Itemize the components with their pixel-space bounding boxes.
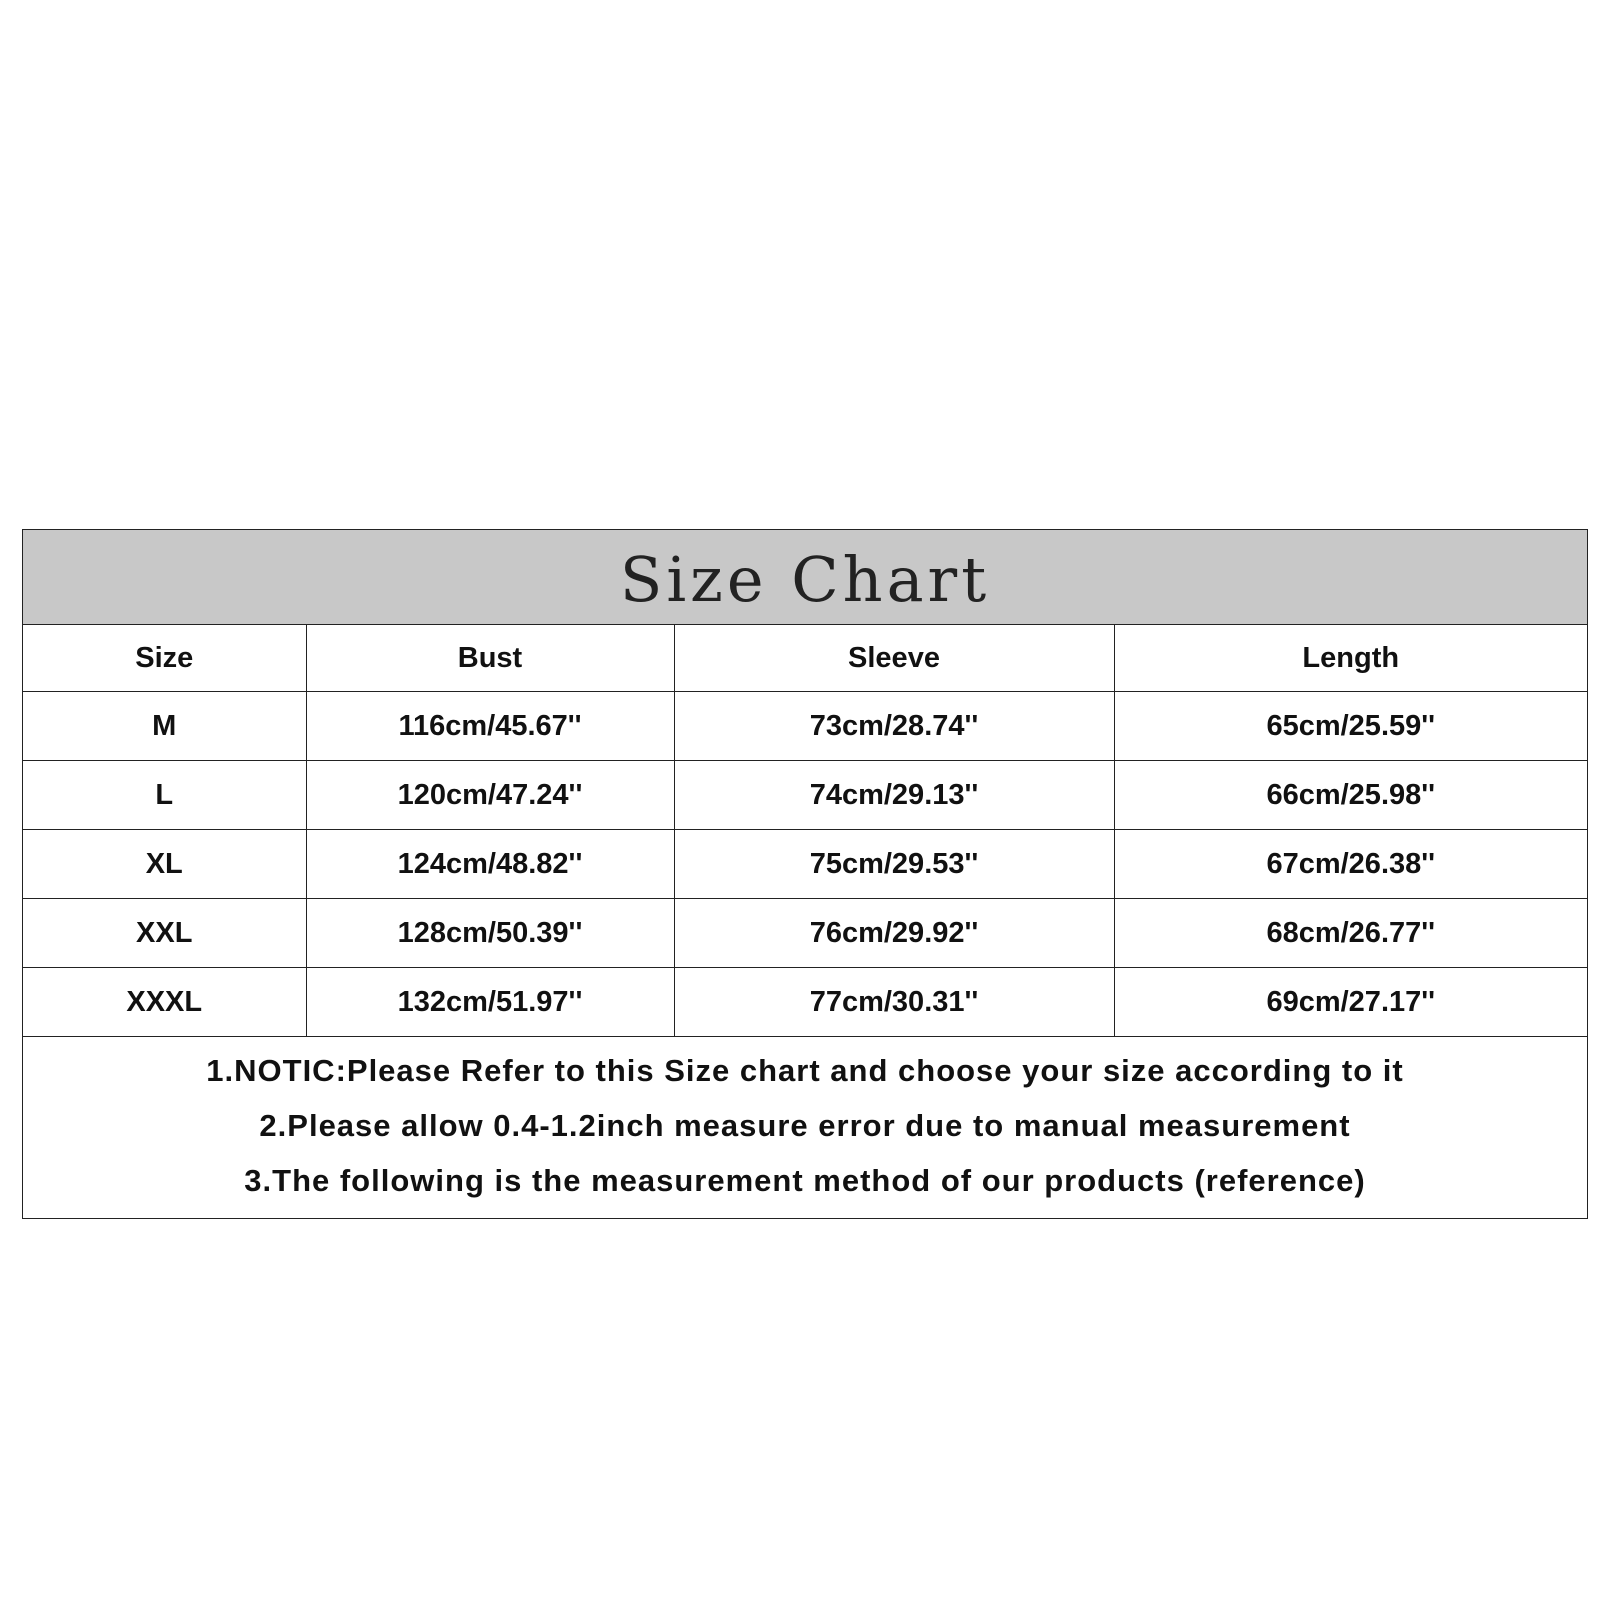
table-row (23, 692, 1587, 761)
note-3: 3.The following is the measurement method of our products (reference) (244, 1163, 1366, 1198)
cell-size: XXXL (23, 968, 306, 1037)
cell-length: 69cm/27.17'' (1114, 968, 1587, 1037)
title-bar (23, 530, 1587, 625)
header-size: Size (23, 625, 306, 692)
table-row (23, 968, 1587, 1037)
table-header-row (23, 625, 1587, 692)
cell-sleeve: 76cm/29.92'' (674, 899, 1114, 968)
table-row (23, 830, 1587, 899)
cell-sleeve: 75cm/29.53'' (674, 830, 1114, 899)
cell-length: 66cm/25.98'' (1114, 761, 1587, 830)
cell-bust: 132cm/51.97'' (306, 968, 674, 1037)
cell-length: 65cm/25.59'' (1114, 692, 1587, 761)
cell-bust: 116cm/45.67'' (306, 692, 674, 761)
cell-bust: 128cm/50.39'' (306, 899, 674, 968)
notes-section (23, 1037, 1587, 1208)
header-length: Length (1114, 625, 1587, 692)
table-row (23, 761, 1587, 830)
cell-size: XL (23, 830, 306, 899)
cell-length: 67cm/26.38'' (1114, 830, 1587, 899)
cell-size: M (23, 692, 306, 761)
cell-sleeve: 77cm/30.31'' (674, 968, 1114, 1037)
cell-sleeve: 73cm/28.74'' (674, 692, 1114, 761)
chart-title: Size Chart (619, 542, 991, 616)
header-bust: Bust (306, 625, 674, 692)
note-2: 2.Please allow 0.4-1.2inch measure error due to manual measurement (259, 1108, 1351, 1143)
cell-size: XXL (23, 899, 306, 968)
cell-bust: 124cm/48.82'' (306, 830, 674, 899)
cell-bust: 120cm/47.24'' (306, 761, 674, 830)
note-1: 1.NOTIC:Please Refer to this Size chart and choose your size according to it (206, 1053, 1404, 1088)
header-sleeve: Sleeve (674, 625, 1114, 692)
cell-sleeve: 74cm/29.13'' (674, 761, 1114, 830)
size-table (23, 625, 1587, 1037)
table-row (23, 899, 1587, 968)
cell-length: 68cm/26.77'' (1114, 899, 1587, 968)
cell-size: L (23, 761, 306, 830)
size-chart (22, 529, 1588, 1219)
